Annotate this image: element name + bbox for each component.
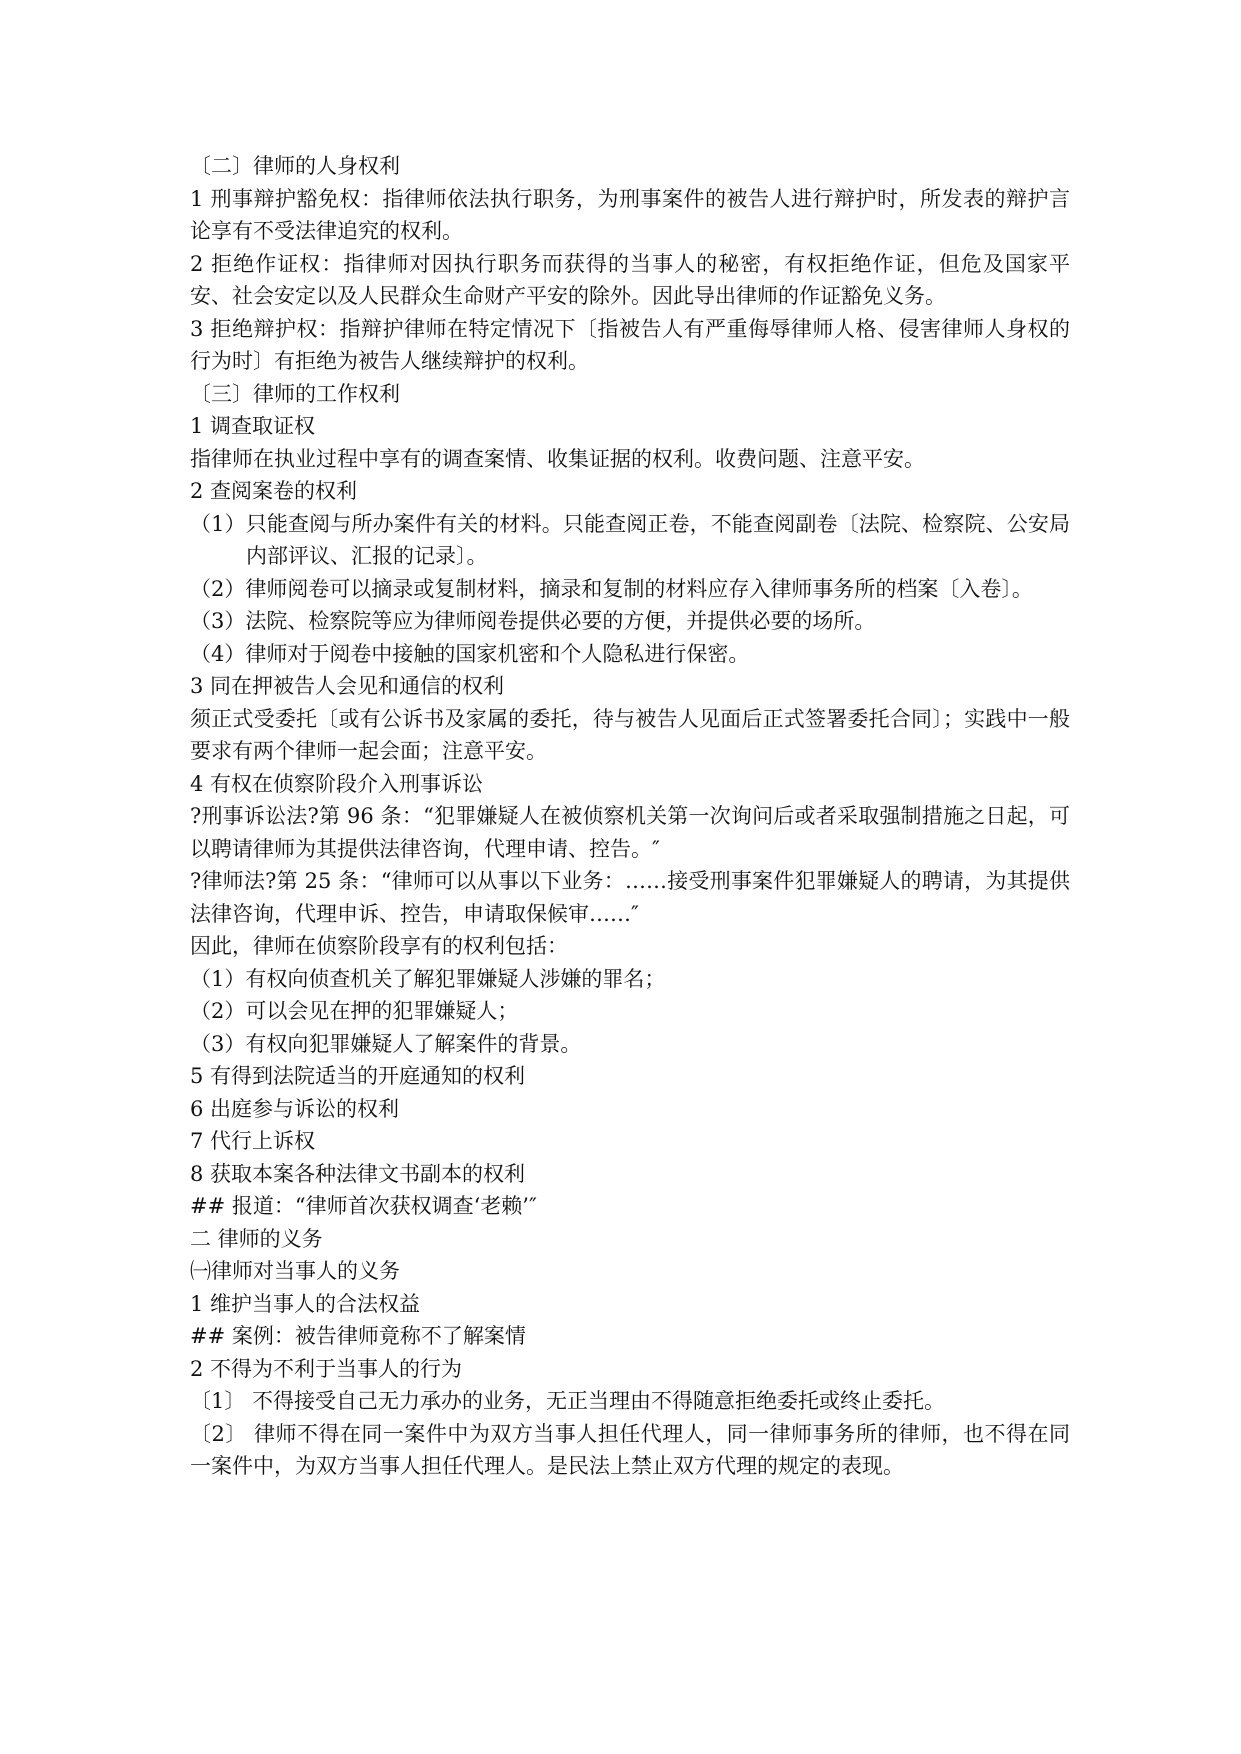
paragraph: 须正式受委托〔或有公诉书及家属的委托，待与被告人见面后正式签署委托合同〕；实践中一般要求有两个律师一起会面；注意平安。 [190,706,1070,763]
paragraph: 因此，律师在侦察阶段享有的权利包括： [190,934,568,958]
list-item: （4）律师对于阅卷中接触的国家机密和个人隐私进行保密。 [190,641,750,666]
list-item: （3）有权向犯罪嫌疑人了解案件的背景。 [190,1031,582,1056]
item-heading: 2 不得为不利于当事人的行为 [190,1356,463,1381]
item-heading: 2 查阅案卷的权利 [190,479,358,503]
list-item: （2）律师阅卷可以摘录或复制材料，摘录和复制的材料应存入律师事务所的档案〔入卷〕。 [190,576,1033,601]
item-heading: 8 获取本案各种法律文书副本的权利 [190,1161,526,1186]
list-item: （2）可以会见在押的犯罪嫌疑人； [190,999,519,1023]
note-line: ## 案例：被告律师竟称不了解案情 [190,1324,526,1348]
paragraph: 2 拒绝作证权：指律师对因执行职务而获得的当事人的秘密，有权拒绝作证，但危及国家平安、社会安定以及人民群众生命财产平安的除外。因此导出律师的作证豁免义务。 [190,251,1070,308]
section-heading: 〔二〕律师的人身权利 [190,154,400,178]
item-heading: 4 有权在侦察阶段介入刑事诉讼 [190,771,484,796]
item-heading: 1 调查取证权 [190,414,316,438]
list-item: 〔2〕 律师不得在同一案件中为双方当事人担任代理人，同一律师事务所的律师，也不得在同一案件中，为双方当事人担任代理人。是民法上禁止双方代理的规定的表现。 [190,1421,1070,1478]
list-item: 〔1〕 不得接受自己无力承办的业务，无正当理由不得随意拒绝委托或终止委托。 [190,1389,946,1413]
section-heading: ㈠律师对当事人的义务 [190,1259,400,1283]
item-heading: 6 出庭参与诉讼的权利 [190,1096,400,1121]
paragraph: 指律师在执业过程中享有的调查案情、收集证据的权利。收费问题、注意平安。 [190,446,925,471]
paragraph: 1 刑事辩护豁免权：指律师依法执行职务，为刑事案件的被告人进行辩护时，所发表的辩护言论享有不受法律追究的权利。 [190,186,1070,243]
item-heading: 7 代行上诉权 [190,1129,316,1153]
section-heading: 二 律师的义务 [190,1226,323,1251]
list-item: （3）法院、检察院等应为律师阅卷提供必要的方便，并提供必要的场所。 [190,609,876,633]
list-item: （1）有权向侦查机关了解犯罪嫌疑人涉嫌的罪名； [190,966,666,991]
paragraph: ?刑事诉讼法?第 96 条：“犯罪嫌疑人在被侦察机关第一次询问后或者采取强制措施之日起，可以聘请律师为其提供法律咨询，代理申请、控告。″ [190,804,1070,861]
section-heading: 〔三〕律师的工作权利 [190,381,400,406]
paragraph: ?律师法?第 25 条：“律师可以从事以下业务：……接受刑事案件犯罪嫌疑人的聘请，为其提供法律咨询，代理申诉、控告，申请取保候审……″ [190,869,1070,926]
item-heading: 1 维护当事人的合法权益 [190,1291,421,1316]
paragraph: 3 拒绝辩护权：指辩护律师在特定情况下〔指被告人有严重侮辱律师人格、侵害律师人身权的行为时〕有拒绝为被告人继续辩护的权利。 [190,316,1070,373]
document-body [190,150,1070,1483]
note-line: ## 报道：“律师首次获权调查‘老赖’″ [190,1194,537,1218]
item-heading: 3 同在押被告人会见和通信的权利 [190,674,505,698]
item-heading: 5 有得到法院适当的开庭通知的权利 [190,1064,526,1088]
list-item: （1）只能查阅与所办案件有关的材料。只能查阅正卷，不能查阅副卷〔法院、检察院、公安局内部评议、汇报的记录〕。 [190,511,1070,568]
